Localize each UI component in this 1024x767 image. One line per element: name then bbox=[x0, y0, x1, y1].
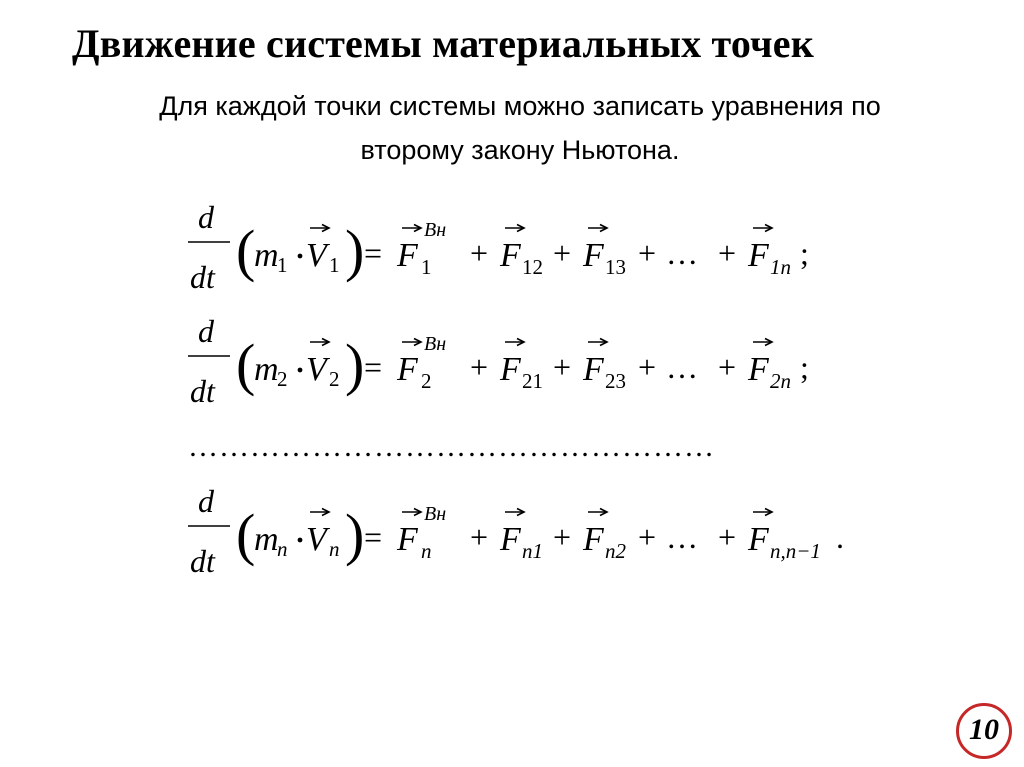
velocity-symbol: V bbox=[306, 237, 327, 274]
multiply-dot bbox=[298, 254, 303, 259]
force-last-subscript: 2n bbox=[770, 369, 791, 393]
plus-sign: + bbox=[718, 349, 737, 385]
vector-arrow bbox=[402, 225, 421, 232]
velocity-symbol: V bbox=[306, 351, 327, 388]
vector-arrow bbox=[753, 509, 772, 516]
force-symbol: F bbox=[583, 237, 604, 274]
ellipsis: … bbox=[666, 349, 698, 385]
equation-1 bbox=[188, 199, 809, 295]
velocity-subscript: 1 bbox=[329, 253, 340, 277]
force-symbol: F bbox=[500, 237, 521, 274]
vector-arrow bbox=[402, 339, 421, 346]
vector-arrow bbox=[753, 225, 772, 232]
vector-arrow bbox=[588, 225, 607, 232]
plus-sign: + bbox=[718, 235, 737, 271]
equation-2 bbox=[188, 313, 809, 409]
mass-symbol: m bbox=[254, 521, 279, 558]
left-paren: ( bbox=[236, 218, 256, 283]
vector-arrow bbox=[505, 339, 524, 346]
vector-arrow bbox=[505, 509, 524, 516]
equation-end-punctuation: . bbox=[836, 519, 844, 555]
slide-title: Движение системы материальных точек bbox=[72, 21, 814, 66]
force-symbol: F bbox=[500, 351, 521, 388]
right-paren: ) bbox=[345, 218, 365, 283]
page-number-badge bbox=[956, 703, 1012, 759]
force-external-subscript: n bbox=[421, 539, 432, 563]
equals-sign: = bbox=[364, 519, 383, 555]
force-external-subscript: 1 bbox=[421, 255, 432, 279]
vector-arrow bbox=[753, 339, 772, 346]
force-external-subscript: 2 bbox=[421, 369, 432, 393]
vector-arrow bbox=[505, 225, 524, 232]
plus-sign: + bbox=[553, 519, 572, 555]
force-external-superscript: Вн bbox=[424, 503, 447, 525]
force-symbol: F bbox=[583, 351, 604, 388]
subtitle-line-1: Для каждой точки системы можно записать уравнения по bbox=[159, 91, 881, 121]
multiply-dot bbox=[298, 368, 303, 373]
plus-sign: + bbox=[553, 349, 572, 385]
force-subscript: 12 bbox=[522, 255, 543, 279]
force-external-symbol: F bbox=[397, 237, 418, 274]
plus-sign: + bbox=[638, 235, 657, 271]
plus-sign: + bbox=[718, 519, 737, 555]
force-symbol: F bbox=[500, 521, 521, 558]
equation-n bbox=[188, 483, 844, 579]
ellipsis: … bbox=[666, 235, 698, 271]
vector-arrow bbox=[310, 225, 329, 232]
mass-symbol: m bbox=[254, 351, 279, 388]
velocity-symbol: V bbox=[306, 521, 327, 558]
page-number: 10 bbox=[969, 713, 999, 746]
equation-end-punctuation: ; bbox=[800, 349, 809, 385]
mass-subscript: n bbox=[277, 537, 288, 561]
force-subscript: 23 bbox=[605, 369, 626, 393]
right-paren: ) bbox=[345, 502, 365, 567]
vector-arrow bbox=[310, 339, 329, 346]
force-symbol: F bbox=[583, 521, 604, 558]
left-paren: ( bbox=[236, 332, 256, 397]
mass-subscript: 2 bbox=[277, 367, 288, 391]
plus-sign: + bbox=[470, 519, 489, 555]
force-subscript: 13 bbox=[605, 255, 626, 279]
plus-sign: + bbox=[470, 349, 489, 385]
fraction-denominator-dt: dt bbox=[190, 373, 215, 409]
force-subscript: n1 bbox=[522, 539, 543, 563]
vector-arrow bbox=[310, 509, 329, 516]
velocity-subscript: 2 bbox=[329, 367, 340, 391]
force-symbol: F bbox=[748, 351, 769, 388]
force-external-symbol: F bbox=[397, 351, 418, 388]
equations-ellipsis-row: …………………………………………… bbox=[188, 430, 715, 463]
fraction-denominator-dt: dt bbox=[190, 259, 215, 295]
vector-arrow bbox=[402, 509, 421, 516]
equation-end-punctuation: ; bbox=[800, 235, 809, 271]
vector-arrow bbox=[588, 339, 607, 346]
plus-sign: + bbox=[553, 235, 572, 271]
plus-sign: + bbox=[470, 235, 489, 271]
force-subscript: 21 bbox=[522, 369, 543, 393]
equals-sign: = bbox=[364, 235, 383, 271]
subtitle-period: . bbox=[671, 135, 680, 165]
equals-sign: = bbox=[364, 349, 383, 385]
force-last-subscript: 1n bbox=[770, 255, 791, 279]
force-external-superscript: Вн bbox=[424, 333, 447, 355]
fraction-denominator-dt: dt bbox=[190, 543, 215, 579]
velocity-subscript: n bbox=[329, 537, 340, 561]
force-last-subscript: n,n−1 bbox=[770, 539, 821, 563]
plus-sign: + bbox=[638, 349, 657, 385]
right-paren: ) bbox=[345, 332, 365, 397]
fraction-numerator-d: d bbox=[198, 199, 214, 235]
plus-sign: + bbox=[638, 519, 657, 555]
force-subscript: n2 bbox=[605, 539, 626, 563]
left-paren: ( bbox=[236, 502, 256, 567]
force-symbol: F bbox=[748, 521, 769, 558]
mass-subscript: 1 bbox=[277, 253, 288, 277]
force-external-superscript: Вн bbox=[424, 219, 447, 241]
multiply-dot bbox=[298, 538, 303, 543]
fraction-numerator-d: d bbox=[198, 483, 214, 519]
force-symbol: F bbox=[748, 237, 769, 274]
subtitle-line-2-text: второму закону Ньютона bbox=[360, 135, 672, 165]
force-external-symbol: F bbox=[397, 521, 418, 558]
ellipsis: … bbox=[666, 519, 698, 555]
fraction-numerator-d: d bbox=[198, 313, 214, 349]
mass-symbol: m bbox=[254, 237, 279, 274]
vector-arrow bbox=[588, 509, 607, 516]
